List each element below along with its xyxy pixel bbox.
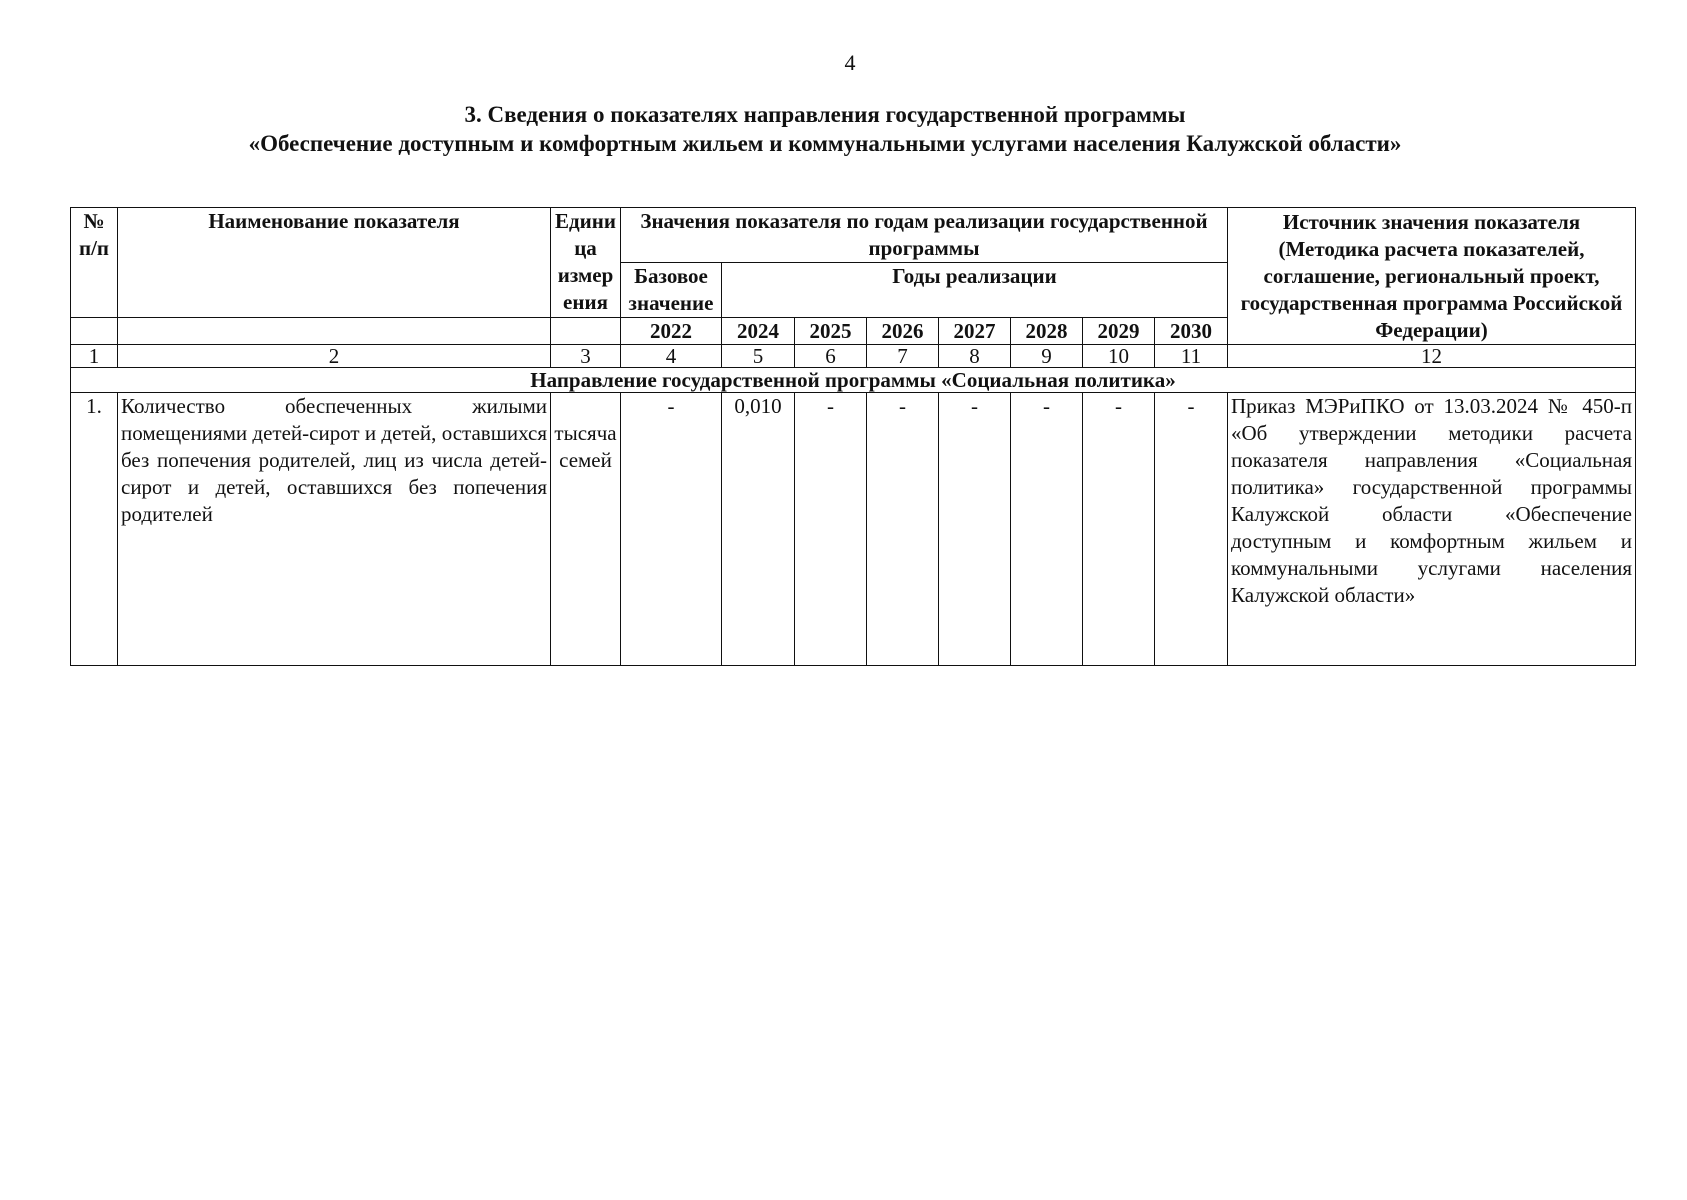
section-row xyxy=(71,368,1636,393)
column-number: 7 xyxy=(867,345,939,368)
document-title xyxy=(0,100,1650,158)
title-line-1: 3. Сведения о показателях направления государственной программы xyxy=(464,102,1186,127)
column-number: 8 xyxy=(939,345,1011,368)
header-source: Источник значения показателя (Методика расчета показателей, соглашение, региональный проект, государственная программа Российской Федерации) xyxy=(1228,208,1636,345)
row-indicator-name: Количество обеспеченных жилыми помещениями детей-сирот и детей, оставшихся без попечения родителей, лиц из числа детей-сирот и детей, оставшихся без попечения родителей xyxy=(118,393,551,666)
row-unit: тысяча семей xyxy=(551,393,621,666)
header-year: 2027 xyxy=(939,318,1011,345)
column-number: 12 xyxy=(1228,345,1636,368)
column-number: 1 xyxy=(71,345,118,368)
row-year-value: 0,010 xyxy=(722,393,795,666)
column-number: 11 xyxy=(1155,345,1228,368)
row-base-value: - xyxy=(621,393,722,666)
row-year-value: - xyxy=(1083,393,1155,666)
header-row-1 xyxy=(71,208,1636,263)
row-year-value: - xyxy=(1011,393,1083,666)
header-base-year: 2022 xyxy=(621,318,722,345)
column-number: 3 xyxy=(551,345,621,368)
row-year-value: - xyxy=(795,393,867,666)
column-numbers-row xyxy=(71,345,1636,368)
column-number: 4 xyxy=(621,345,722,368)
header-year: 2030 xyxy=(1155,318,1228,345)
column-number: 2 xyxy=(118,345,551,368)
header-year: 2029 xyxy=(1083,318,1155,345)
column-number: 10 xyxy=(1083,345,1155,368)
row-source: Приказ МЭРиПКО от 13.03.2024 № 450-п «Об утверждении методики расчета показателя направления «Социальная политика» государственной программы Калужской области «Обеспечение доступным и комфортным жильем и коммунальными услугами населения Калужской области» xyxy=(1228,393,1636,666)
title-line-2: «Обеспечение доступным и комфортным жильем и коммунальными услугами населения Калужской области» xyxy=(248,131,1402,156)
row-num: 1. xyxy=(71,393,118,666)
header-num: № п/п xyxy=(71,208,118,318)
header-name: Наименование показателя xyxy=(118,208,551,318)
header-year: 2026 xyxy=(867,318,939,345)
header-base: Базовое значение xyxy=(621,263,722,318)
table-row xyxy=(71,393,1636,666)
section-title: Направление государственной программы «Социальная политика» xyxy=(71,368,1636,393)
column-number: 5 xyxy=(722,345,795,368)
page-number: 4 xyxy=(844,50,856,75)
header-year: 2028 xyxy=(1011,318,1083,345)
header-unit: Едини ца измер ения xyxy=(551,208,621,318)
row-year-value: - xyxy=(1155,393,1228,666)
column-number: 6 xyxy=(795,345,867,368)
header-values-group: Значения показателя по годам реализации государственной программы xyxy=(621,208,1228,263)
header-year: 2024 xyxy=(722,318,795,345)
column-number: 9 xyxy=(1011,345,1083,368)
header-year: 2025 xyxy=(795,318,867,345)
header-years-group: Годы реализации xyxy=(722,263,1228,318)
row-year-value: - xyxy=(867,393,939,666)
row-year-value: - xyxy=(939,393,1011,666)
indicators-table xyxy=(70,207,1636,666)
